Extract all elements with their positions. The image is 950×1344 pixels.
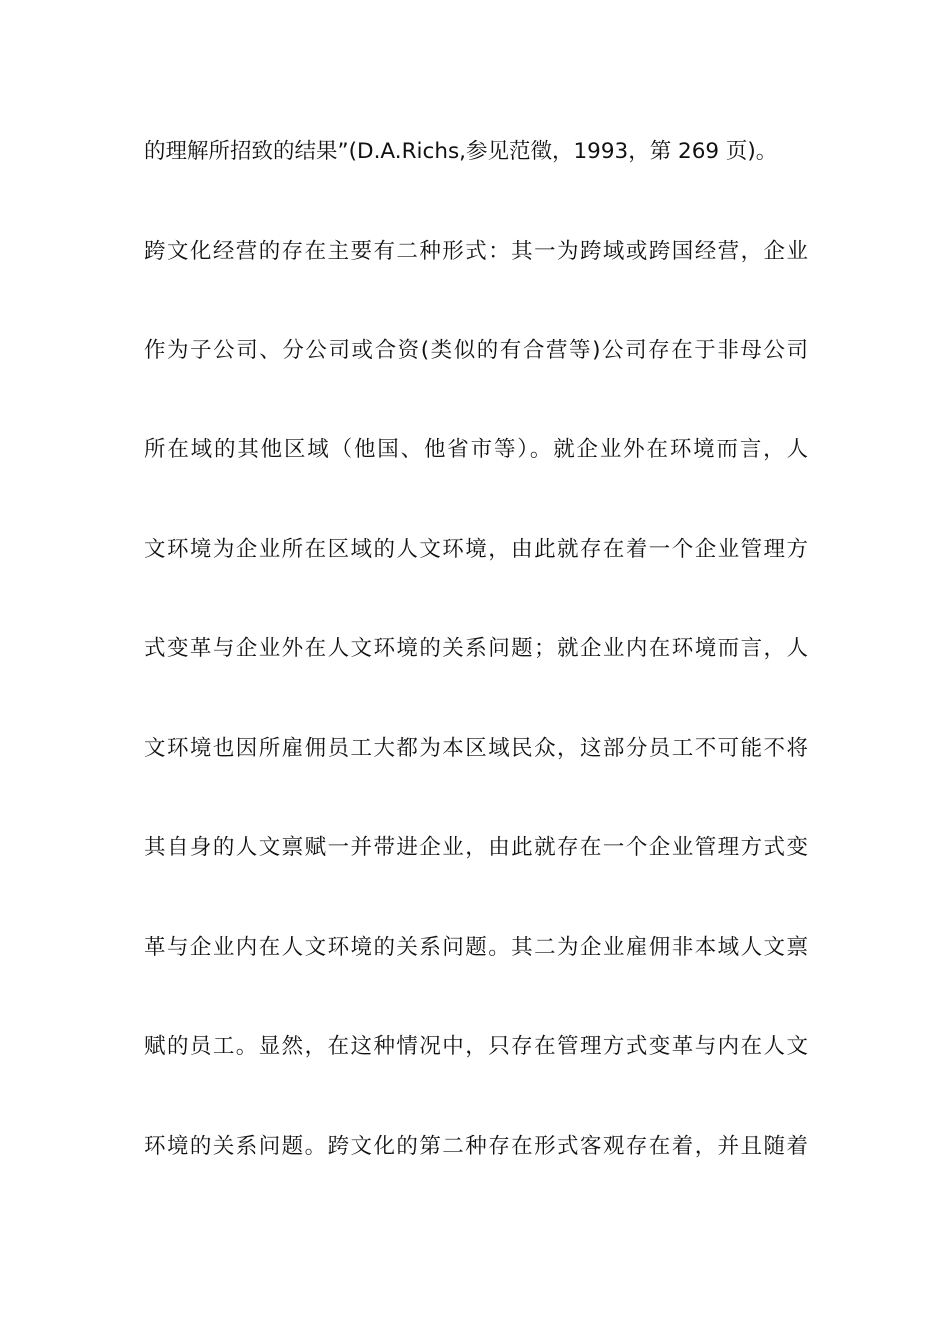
- text-line-4: 所在域的其他区域（他国、他省市等）。就企业外在环境而言，人: [144, 437, 808, 462]
- text-line-11: 环境的关系问题。跨文化的第二种存在形式客观存在着，并且随着: [144, 1134, 808, 1159]
- text-line-1: 的理解所招致的结果”(D.A.Richs,参见范徵，1993，第 269 页)。: [144, 139, 778, 164]
- text-line-9: 革与企业内在人文环境的关系问题。其二为企业雇佣非本域人文禀: [144, 935, 808, 960]
- text-line-8: 其自身的人文禀赋一并带进企业，由此就存在一个企业管理方式变: [144, 835, 808, 860]
- text-line-3: 作为子公司、分公司或合资(类似的有合营等)公司存在于非母公司: [144, 338, 808, 363]
- text-line-5: 文环境为企业所在区域的人文环境，由此就存在着一个企业管理方: [144, 537, 808, 562]
- text-line-10: 赋的员工。显然，在这种情况中，只存在管理方式变革与内在人文: [144, 1034, 808, 1059]
- text-line-2: 跨文化经营的存在主要有二种形式：其一为跨域或跨国经营，企业: [144, 239, 808, 264]
- text-line-7: 文环境也因所雇佣员工大都为本区域民众，这部分员工不可能不将: [144, 736, 808, 761]
- text-line-6: 式变革与企业外在人文环境的关系问题；就企业内在环境而言，人: [144, 636, 808, 661]
